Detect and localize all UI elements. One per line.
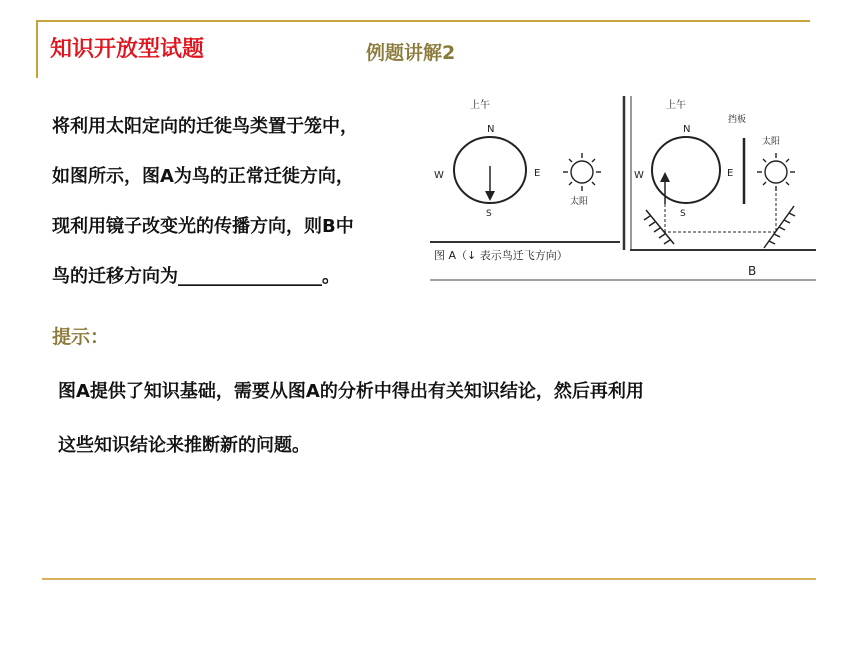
hint-text — [58, 365, 818, 473]
fig-b-mirror-right — [764, 206, 795, 248]
figure-b — [630, 98, 816, 278]
fig-a-south: S — [486, 209, 492, 219]
fig-b-caption: B — [748, 264, 757, 278]
hint-label: 提示： — [52, 326, 110, 348]
fig-b-top-label: 上午 — [666, 100, 686, 111]
fig-b-mirror-left — [644, 210, 674, 244]
fig-b-sun-label: 太阳 — [762, 137, 781, 147]
fig-a-top-label: 上午 — [470, 100, 490, 111]
question-line-2: 如图所示，图A为鸟的正常迁徙方向， — [52, 166, 354, 187]
slide-subtitle: 例题讲解2 — [366, 42, 456, 64]
fig-b-south: S — [680, 209, 686, 219]
fig-a-sun-label: 太阳 — [570, 197, 589, 207]
fig-b-board-label: 挡板 — [728, 115, 747, 125]
fig-a-sun-icon — [563, 153, 601, 191]
question-line-3: 现利用镜子改变光的传播方向，则B中 — [52, 216, 354, 237]
slide-title: 知识开放型试题 — [50, 37, 205, 62]
fig-b-north: N — [683, 124, 691, 135]
fig-b-arrow-up-icon — [660, 172, 670, 182]
hint-line-1: 图A提供了知识基础，需要从图A的分析中得出有关知识结论，然后再利用 — [58, 381, 644, 402]
frame-bottom-line — [42, 578, 816, 580]
fig-a-west: W — [434, 170, 444, 181]
fig-a-caption: 图 A（↓ 表示鸟迁飞方向） — [434, 249, 568, 262]
question-line-1: 将利用太阳定向的迁徙鸟类置于笼中， — [52, 116, 358, 137]
experiment-figure — [428, 92, 816, 284]
fig-b-west: W — [634, 170, 644, 181]
frame-left-line — [36, 20, 38, 78]
question-text — [52, 102, 422, 302]
fig-a-north: N — [487, 124, 495, 135]
frame-top-line — [36, 20, 810, 22]
fig-b-sun-icon — [757, 153, 795, 191]
fig-a-east: E — [534, 168, 541, 179]
fig-b-cage-circle — [652, 137, 720, 203]
question-line-4: 鸟的迁移方向为________________。 — [52, 266, 340, 287]
hint-line-2: 这些知识结论来推断新的问题。 — [58, 435, 310, 456]
fig-a-arrow-down-icon — [485, 191, 495, 201]
fig-b-east: E — [727, 168, 734, 179]
